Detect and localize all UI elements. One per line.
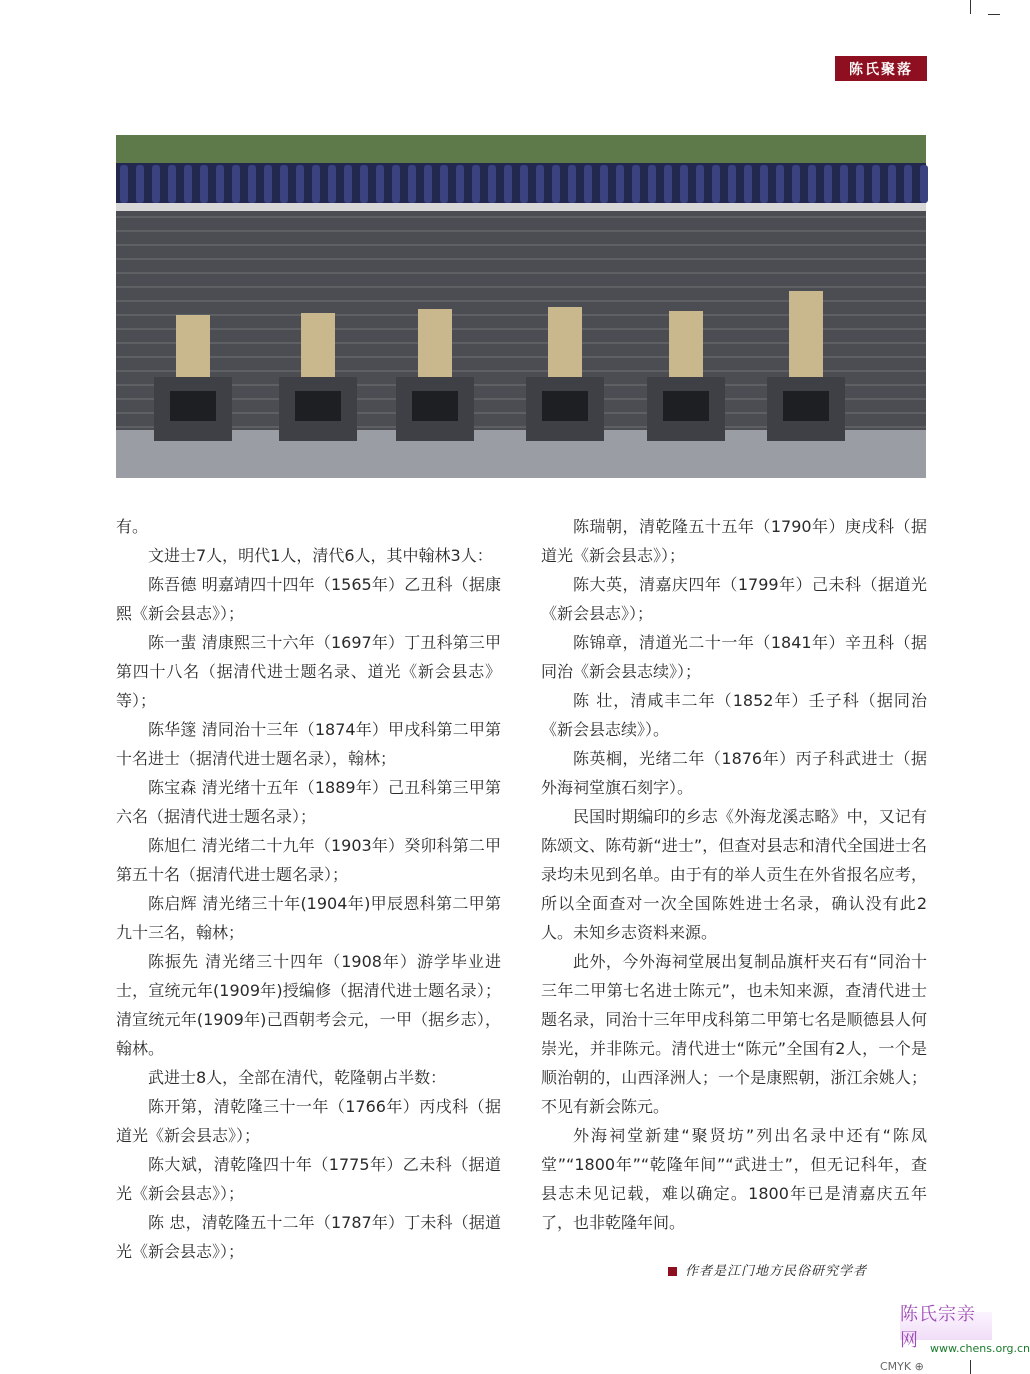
paragraph: 陈瑞朝，清乾隆五十五年（1790年）庚戌科（据道光《新会县志》）； (541, 517, 927, 565)
roof-tile (312, 165, 320, 203)
roof-tile (360, 165, 368, 203)
paragraph: 陈大英，清嘉庆四年（1799年）己未科（据道光《新会县志》）； (541, 575, 927, 623)
watermark-logo: 陈氏宗亲网 (900, 1312, 992, 1340)
plinth-plaque (542, 391, 588, 421)
paragraph: 陈一蜚 清康熙三十六年（1697年）丁丑科第三甲第四十八名（据清代进士题名录、道光《新会县志》等）； (116, 633, 501, 710)
roof-tile (488, 165, 496, 203)
roof-tile (600, 165, 608, 203)
left-column (116, 512, 501, 1266)
roof-tile (504, 165, 512, 203)
author-note (668, 1260, 867, 1279)
roof-tile (552, 165, 560, 203)
square-bullet-icon (668, 1267, 677, 1276)
stele-wall-photo (116, 135, 926, 478)
roof-tile (456, 165, 464, 203)
plinth-plaque (295, 391, 341, 421)
roof-tile (728, 165, 736, 203)
plinth-plaque (170, 391, 216, 421)
roof-tile (840, 165, 848, 203)
paragraph: 陈吾德 明嘉靖四十四年（1565年）乙丑科（据康熙《新会县志》）； (116, 575, 501, 623)
crop-mark-top-right (988, 14, 1000, 15)
roof-tile (136, 165, 144, 203)
roof-tile (616, 165, 624, 203)
roof-tile (168, 165, 176, 203)
stele-stone (176, 315, 210, 377)
paragraph: 陈英榈，光绪二年（1876年）丙子科武进士（据外海祠堂旗石刻字）。 (541, 749, 927, 797)
roof-tile (696, 165, 704, 203)
roof-tile (424, 165, 432, 203)
paragraph: 陈旭仁 清光绪二十九年（1903年）癸卯科第二甲第五十名（据清代进士题名录）； (116, 836, 501, 884)
roof-tile (536, 165, 544, 203)
paragraph: 民国时期编印的乡志《外海龙溪志略》中，又记有陈颂文、陈苟新“进士”，但查对县志和清代全国进士名录均未见到名单。由于有的举人贡生在外省报名应考，所以全面查对一次全国陈姓进士名录，确认没有此2人。未知乡志资料来源。 (541, 807, 927, 942)
roof-tile (632, 165, 640, 203)
roof-tile (200, 165, 208, 203)
roof-tile (872, 165, 880, 203)
right-column (541, 512, 927, 1237)
paragraph: 陈大斌，清乾隆四十年（1775年）乙未科（据道光《新会县志》）； (116, 1155, 501, 1203)
roof-tile (856, 165, 864, 203)
roof-tile (888, 165, 896, 203)
roof-tile (328, 165, 336, 203)
plinth-plaque (412, 391, 458, 421)
stele-stone (301, 313, 335, 377)
roof-tile (472, 165, 480, 203)
stele-stone (418, 309, 452, 377)
roof-tile (248, 165, 256, 203)
roof-tile (792, 165, 800, 203)
roof-tile (760, 165, 768, 203)
roof-tile (920, 165, 928, 203)
paragraph: 陈开第，清乾隆三十一年（1766年）丙戌科（据道光《新会县志》）； (116, 1097, 501, 1145)
paragraph: 陈锦章，清道光二十一年（1841年）辛丑科（据同治《新会县志续》）； (541, 633, 927, 681)
stele-stone (548, 307, 582, 377)
roof-tile (664, 165, 672, 203)
paragraph: 此外，今外海祠堂展出复制品旗杆夹石有“同治十三年二甲第七名进士陈元”，也未知来源，查清代进士题名录，同治十三年甲戌科第二甲第七名是顺德县人何崇光，并非陈元。清代进士“陈元”全国有2人，一个是顺治朝的，山西泽洲人；一个是康熙朝，浙江余姚人；不见有新会陈元。 (541, 952, 927, 1116)
author-note-text: 作者是江门地方民俗研究学者 (685, 1264, 868, 1279)
roof-tile (520, 165, 528, 203)
roof-tile (584, 165, 592, 203)
paragraph: 陈 忠，清乾隆五十二年（1787年）丁未科（据道光《新会县志》）； (116, 1213, 501, 1261)
paragraph: 陈 壮，清咸丰二年（1852年）壬子科（据同治《新会县志续》）。 (541, 691, 927, 739)
roof-tile (296, 165, 304, 203)
roof-tile (408, 165, 416, 203)
paragraph: 陈启辉 清光绪三十年(1904年)甲辰恩科第二甲第九十三名，翰林； (116, 894, 501, 942)
roof-tile (264, 165, 272, 203)
roof-tile (744, 165, 752, 203)
stele-stone (789, 291, 823, 377)
paragraph: 陈宝森 清光绪十五年（1889年）己丑科第三甲第六名（据清代进士题名录）； (116, 778, 501, 826)
roof-tile (344, 165, 352, 203)
paragraph: 陈振先 清光绪三十四年（1908年）游学毕业进士，宣统元年(1909年)授编修（据清代进士题名录）；清宣统元年(1909年)己酉朝考会元，一甲（据乡志），翰林。 (116, 952, 501, 1058)
paragraph: 文进士7人，明代1人，清代6人，其中翰林3人： (148, 546, 493, 565)
roof-tile (680, 165, 688, 203)
roof-tile (232, 165, 240, 203)
section-tag: 陈氏聚落 (835, 56, 927, 81)
roof-tile (808, 165, 816, 203)
roof-tile (184, 165, 192, 203)
roof-tile (904, 165, 912, 203)
roof-tile (280, 165, 288, 203)
paragraph: 外海祠堂新建“聚贤坊”列出名录中还有“陈凤堂”“1800年”“乾隆年间”“武进士”，但无记科年，查县志未见记载，难以确定。1800年已是清嘉庆五年了，也非乾隆年间。 (541, 1126, 927, 1232)
roof-tile (120, 165, 128, 203)
roof-tile (392, 165, 400, 203)
watermark-url[interactable]: www.chens.org.cn (930, 1342, 1030, 1355)
roof-tile (824, 165, 832, 203)
paragraph: 陈华篴 清同治十三年（1874年）甲戌科第二甲第十名进士（据清代进士题名录），翰林； (116, 720, 501, 768)
roof-tile (216, 165, 224, 203)
roof-tile (376, 165, 384, 203)
stele-stone (669, 311, 703, 377)
roof-tile (712, 165, 720, 203)
print-mark: CMYK ⊕ (880, 1360, 924, 1373)
roof-tile (440, 165, 448, 203)
crop-mark-bottom (970, 1360, 971, 1374)
paragraph: 武进士8人，全部在清代，乾隆朝占半数： (148, 1068, 447, 1087)
plinth-plaque (663, 391, 709, 421)
roof-tile (152, 165, 160, 203)
roof-tile (776, 165, 784, 203)
plinth-plaque (783, 391, 829, 421)
paragraph: 有。 (116, 517, 149, 536)
roof-tile (568, 165, 576, 203)
crop-mark-top (970, 0, 971, 14)
roof-tile (648, 165, 656, 203)
